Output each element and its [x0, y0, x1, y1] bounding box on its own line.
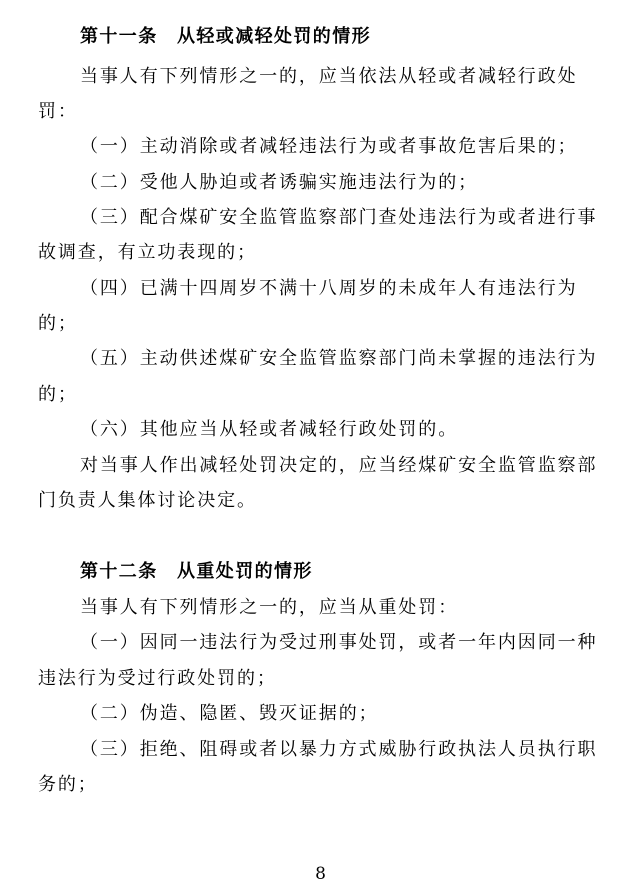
article-11-item-2: （二）受他人胁迫或者诱骗实施违法行为的； [80, 172, 478, 193]
article-11-intro-line-2: 罚： [38, 101, 78, 122]
article-12-item-2: （二）伪造、隐匿、毁灭证据的； [80, 703, 379, 724]
article-11-item-6: （六）其他应当从轻或者减轻行政处罚的。 [80, 419, 459, 440]
article-11-item-3-line-2: 故调查，有立功表现的； [38, 242, 257, 263]
article-11-heading: 第十一条 从轻或减轻处罚的情形 [80, 26, 371, 47]
article-12-intro: 当事人有下列情形之一的，应当从重处罚： [80, 597, 459, 618]
article-11-item-5-line-2: 的； [38, 384, 78, 405]
article-11-closing-line-1: 对当事人作出减轻处罚决定的，应当经煤矿安全监管监察部 [80, 455, 598, 476]
page-number: 8 [315, 864, 326, 884]
article-11-item-1: （一）主动消除或者减轻违法行为或者事故危害后果的； [80, 136, 578, 157]
article-11-closing-line-2: 门负责人集体讨论决定。 [38, 490, 257, 511]
article-11-item-3-line-1: （三）配合煤矿安全监管监察部门查处违法行为或者进行事 [80, 207, 598, 228]
article-11-item-4-line-1: （四）已满十四周岁不满十八周岁的未成年人有违法行为 [80, 278, 578, 299]
article-11-intro-line-1: 当事人有下列情形之一的，应当依法从轻或者减轻行政处 [80, 66, 578, 87]
article-12-item-3-line-1: （三）拒绝、阻碍或者以暴力方式威胁行政执法人员执行职 [80, 739, 598, 760]
article-12-item-1-line-2: 违法行为受过行政处罚的； [38, 668, 277, 689]
article-12-item-3-line-2: 务的； [38, 774, 98, 795]
article-11-item-5-line-1: （五）主动供述煤矿安全监管监察部门尚未掌握的违法行为 [80, 348, 598, 369]
article-12-heading: 第十二条 从重处罚的情形 [80, 561, 313, 582]
article-11-item-4-line-2: 的； [38, 313, 78, 334]
article-12-item-1-line-1: （一）因同一违法行为受过刑事处罚，或者一年内因同一种 [80, 632, 598, 653]
